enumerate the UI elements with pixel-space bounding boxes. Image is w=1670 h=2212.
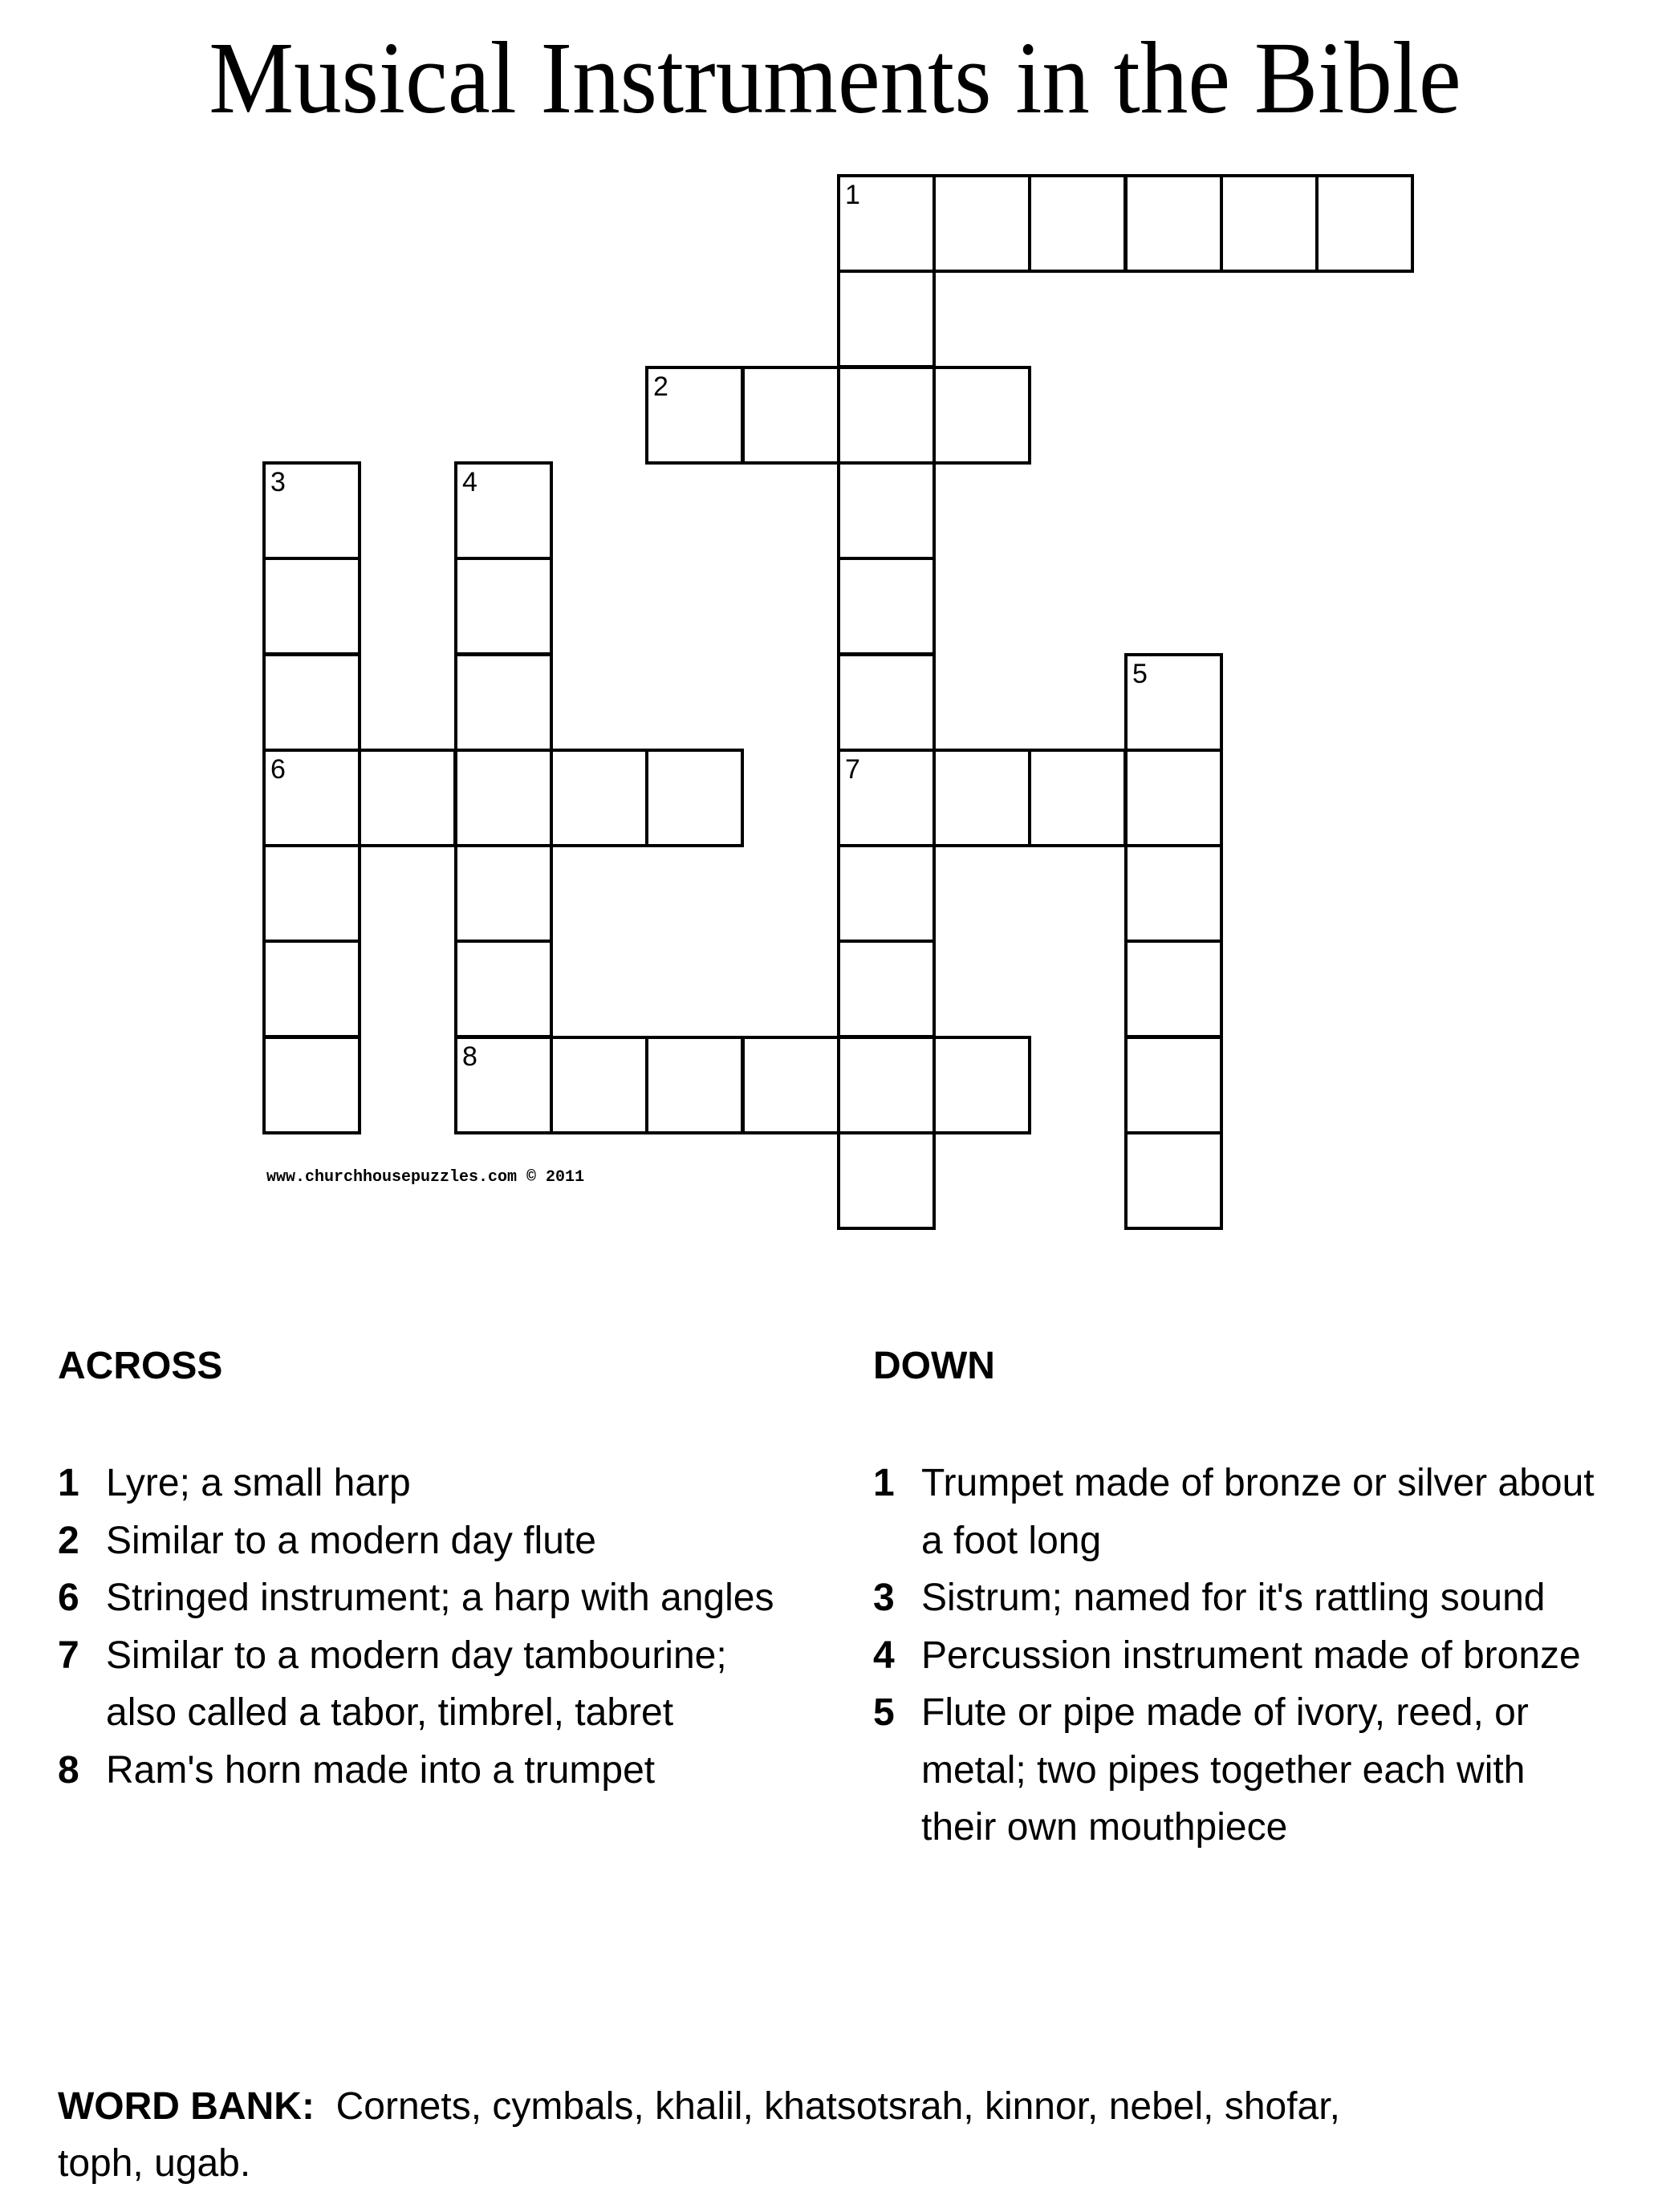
grid-cell[interactable]	[933, 1036, 1031, 1134]
grid-cell[interactable]	[837, 557, 936, 655]
grid-cell[interactable]	[262, 1036, 361, 1134]
down-clue	[873, 1455, 1595, 1569]
across-clue	[58, 1569, 780, 1627]
grid-cell[interactable]	[742, 1036, 840, 1134]
clue-text: Stringed instrument; a harp with angles	[106, 1577, 774, 1619]
clue-number: 2	[653, 371, 668, 402]
clue-number: 7	[845, 754, 860, 785]
across-clues-section	[58, 1344, 780, 1799]
grid-cell[interactable]	[262, 653, 361, 752]
grid-cell[interactable]	[933, 749, 1031, 847]
word-bank-label: WORD BANK:	[58, 2085, 315, 2128]
grid-cell[interactable]	[262, 557, 361, 655]
down-clue	[873, 1569, 1595, 1627]
clue-text: Percussion instrument made of bronze	[921, 1634, 1581, 1677]
clue-number: 8	[462, 1041, 477, 1072]
grid-cell[interactable]	[837, 270, 936, 368]
clue-number: 1	[845, 180, 860, 210]
grid-cell[interactable]	[454, 461, 553, 560]
grid-cell[interactable]	[1124, 844, 1223, 943]
clue-text: Flute or pipe made of ivory, reed, or metal; two pipes together each with their own mouthpiece	[921, 1691, 1529, 1849]
across-clue	[58, 1627, 780, 1742]
grid-cell[interactable]	[1315, 174, 1414, 273]
grid-cell[interactable]	[837, 366, 936, 465]
down-clue-list	[873, 1455, 1595, 1857]
page-title: Musical Instruments in the Bible	[209, 21, 1461, 135]
grid-cell[interactable]	[933, 366, 1031, 465]
grid-cell[interactable]	[1124, 653, 1223, 752]
grid-cell[interactable]	[1124, 1036, 1223, 1134]
clue-text: Similar to a modern day tambourine; also called a tabor, timbrel, tabret	[106, 1634, 727, 1734]
across-clue-list	[58, 1455, 780, 1799]
clue-number: 6	[58, 1577, 79, 1619]
grid-cell[interactable]	[358, 749, 457, 847]
down-heading: DOWN	[873, 1345, 995, 1387]
grid-cell[interactable]	[262, 749, 361, 847]
clue-number: 1	[873, 1462, 895, 1504]
grid-cell[interactable]	[837, 1131, 936, 1230]
down-clues-section	[873, 1344, 1595, 1857]
grid-cell[interactable]	[550, 1036, 648, 1134]
grid-cell[interactable]	[1124, 940, 1223, 1038]
grid-cell[interactable]	[454, 1036, 553, 1134]
grid-cell[interactable]	[645, 749, 744, 847]
grid-cell[interactable]	[837, 749, 936, 847]
grid-cell[interactable]	[262, 844, 361, 943]
clue-text: Ram's horn made into a trumpet	[106, 1748, 656, 1792]
grid-cell[interactable]	[742, 366, 840, 465]
down-clue	[873, 1627, 1595, 1685]
grid-cell[interactable]	[837, 461, 936, 560]
grid-cell[interactable]	[837, 174, 936, 273]
word-bank	[58, 2078, 1422, 2192]
grid-cell[interactable]	[1028, 174, 1127, 273]
grid-cell[interactable]	[454, 844, 553, 943]
grid-cell[interactable]	[454, 940, 553, 1038]
clue-number: 3	[270, 467, 286, 497]
grid-cell[interactable]	[645, 366, 744, 465]
clue-number: 7	[58, 1634, 79, 1677]
clue-number: 6	[270, 754, 286, 785]
grid-cell[interactable]	[1124, 174, 1223, 273]
clue-number: 4	[462, 467, 477, 497]
across-clue	[58, 1742, 780, 1800]
clue-text: Sistrum; named for it's rattling sound	[921, 1577, 1546, 1619]
grid-cell[interactable]	[1220, 174, 1319, 273]
grid-cell[interactable]	[454, 749, 553, 847]
grid-cell[interactable]	[837, 940, 936, 1038]
grid-cell[interactable]	[933, 174, 1031, 273]
crossword-grid	[264, 176, 1420, 1235]
grid-cell[interactable]	[1028, 749, 1127, 847]
grid-cell[interactable]	[837, 844, 936, 943]
grid-cell[interactable]	[262, 940, 361, 1038]
clue-number: 5	[873, 1691, 895, 1734]
grid-cell[interactable]	[645, 1036, 744, 1134]
clue-number: 2	[58, 1519, 79, 1562]
word-bank-words: Cornets, cymbals, khalil, khatsotsrah, kinnor, nebel, shofar, toph, ugab.	[58, 2085, 1340, 2185]
clue-number: 1	[58, 1462, 79, 1504]
grid-cell[interactable]	[1124, 749, 1223, 847]
grid-cell[interactable]	[837, 653, 936, 752]
grid-cell[interactable]	[454, 653, 553, 752]
across-clue	[58, 1512, 780, 1570]
clue-number: 5	[1132, 659, 1148, 689]
clue-text: Similar to a modern day flute	[106, 1519, 596, 1562]
grid-cell[interactable]	[454, 557, 553, 655]
clue-number: 4	[873, 1634, 895, 1677]
clue-text: Trumpet made of bronze or silver about a foot long	[921, 1462, 1595, 1562]
grid-cell[interactable]	[262, 461, 361, 560]
clue-number: 3	[873, 1577, 895, 1619]
down-clue	[873, 1684, 1595, 1857]
grid-cell[interactable]	[837, 1036, 936, 1134]
grid-cell[interactable]	[1124, 1131, 1223, 1230]
clue-text: Lyre; a small harp	[106, 1462, 411, 1504]
across-clue	[58, 1455, 780, 1512]
grid-cell[interactable]	[550, 749, 648, 847]
clue-number: 8	[58, 1748, 79, 1792]
across-heading: ACROSS	[58, 1345, 223, 1387]
copyright-notice: www.churchhousepuzzles.com © 2011	[266, 1168, 585, 1187]
